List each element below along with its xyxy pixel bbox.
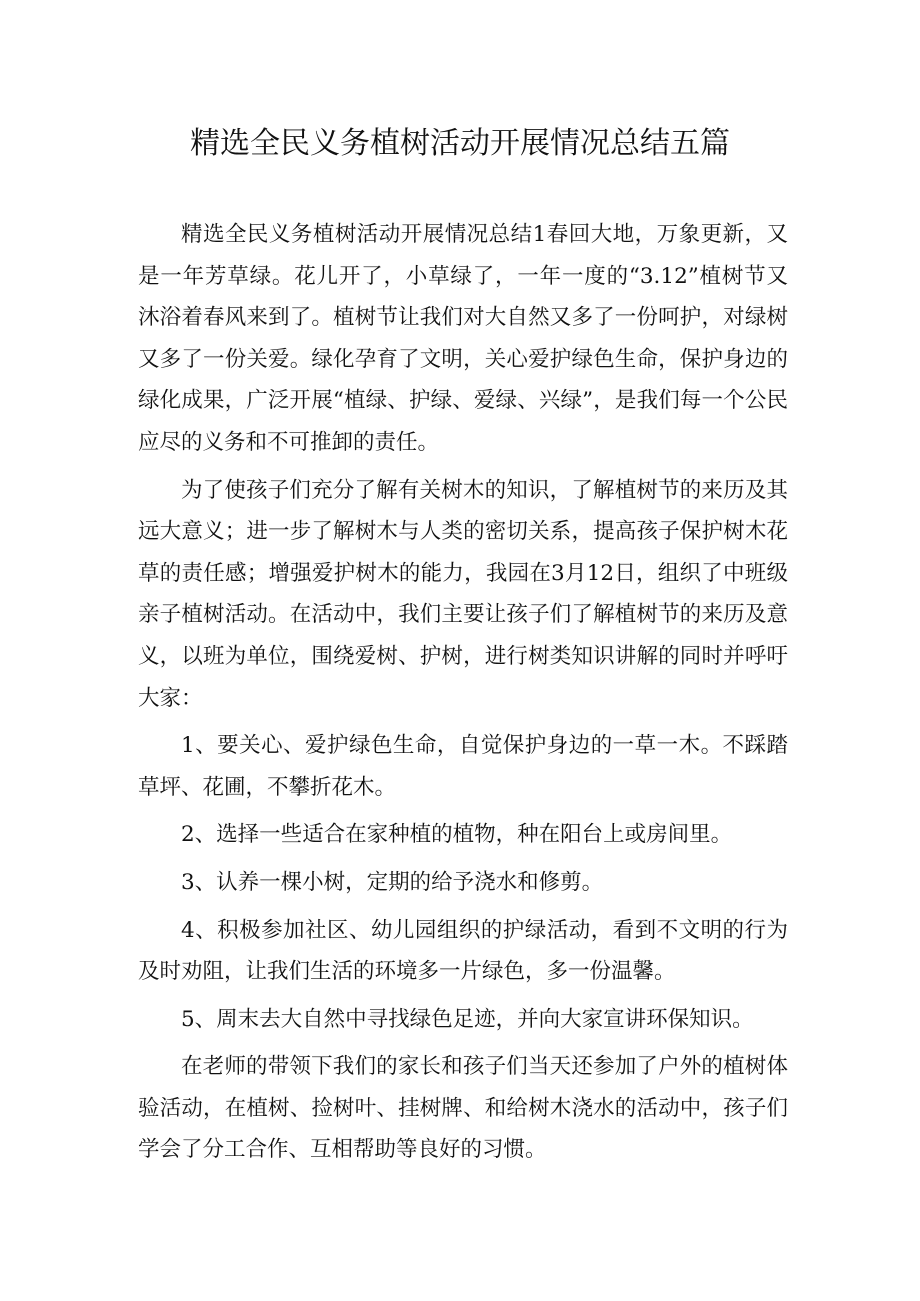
list-item: 4、积极参加社区、幼儿园组织的护绿活动，看到不文明的行为及时劝阻，让我们生活的环境多一片绿色，多一份温馨。: [138, 917, 788, 985]
document-title: 精选全民义务植树活动开展情况总结五篇: [190, 126, 730, 161]
document-body: [138, 214, 788, 1171]
list-item: 2、选择一些适合在家种植的植物，种在阳台上或房间里。: [181, 822, 733, 848]
list-item: 3、认养一棵小树，定期的给予浇水和修剪。: [181, 869, 604, 895]
paragraph-intro: 精选全民义务植树活动开展情况总结1春回大地，万象更新，又是一年芳草绿。花儿开了，小草绿了，一年一度的“3.12”植树节又沐浴着春风来到了。植树节让我们对大自然又多了一份呵护，对绿树又多了一份关爱。绿化孕育了文明，关心爱护绿色生命，保护身边的绿化成果，广泛开展“植绿、护绿、爱绿、兴绿”，是我们每一个公民应尽的义务和不可推卸的责任。: [138, 222, 788, 455]
paragraph-purpose: 为了使孩子们充分了解有关树木的知识，了解植树节的来历及其远大意义；进一步了解树木与人类的密切关系，提高孩子保护树木花草的责任感；增强爱护树木的能力，我园在3月12日，组织了中班级亲子植树活动。在活动中，我们主要让孩子们了解植树节的来历及意义，以班为单位，围绕爱树、护树，进行树类知识讲解的同时并呼吁大家：: [138, 477, 788, 711]
list-item: 5、周末去大自然中寻找绿色足迹，并向大家宣讲环保知识。: [181, 1006, 754, 1032]
list-item: 1、要关心、爱护绿色生命，自觉保护身边的一草一木。不踩踏草坪、花圃，不攀折花木。: [138, 733, 788, 800]
paragraph-closing: 在老师的带领下我们的家长和孩子们当天还参加了户外的植树体验活动，在植树、捡树叶、挂树牌、和给树木浇水的活动中，孩子们学会了分工合作、互相帮助等良好的习惯。: [138, 1054, 788, 1163]
